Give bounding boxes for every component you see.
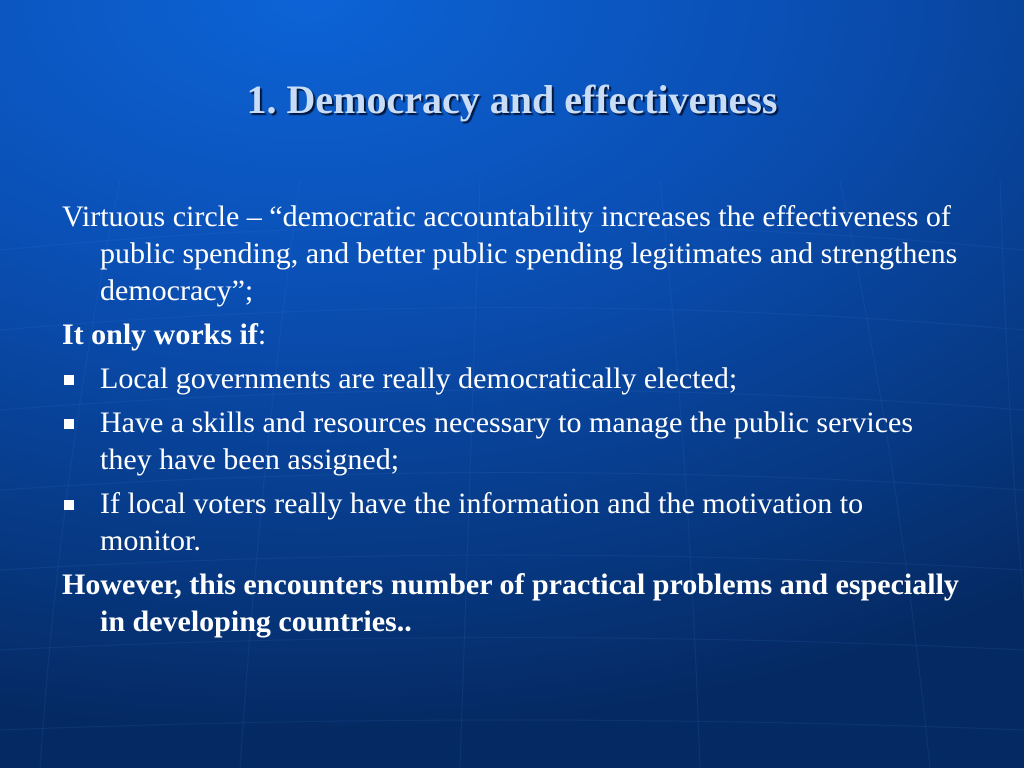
bullet-item-2: [62, 404, 962, 478]
bullet-text: If local voters really have the information and the motivation to monitor.: [100, 487, 864, 557]
conclusion-paragraph: However, this encounters number of practical problems and especially in developing countries..: [62, 568, 959, 638]
condition-line: [62, 316, 962, 353]
slide-title: 1. Democracy and effectiveness: [246, 77, 778, 122]
square-bullet-icon: [64, 419, 74, 429]
square-bullet-icon: [64, 375, 74, 385]
condition-bold-text: It only works if: [62, 318, 258, 351]
intro-paragraph: Virtuous circle – “democratic accountability increases the effectiveness of public spending, and better public spending legitimates and strengthens democracy”;: [62, 200, 958, 307]
slide-body: [62, 198, 962, 647]
bullet-item-1: [62, 360, 962, 397]
condition-colon: :: [257, 318, 267, 351]
bullet-text: Local governments are really democratically elected;: [100, 362, 738, 395]
square-bullet-icon: [64, 500, 74, 510]
bullet-item-3: [62, 485, 962, 559]
bullet-text: Have a skills and resources necessary to manage the public services they have been assigned;: [100, 406, 914, 476]
